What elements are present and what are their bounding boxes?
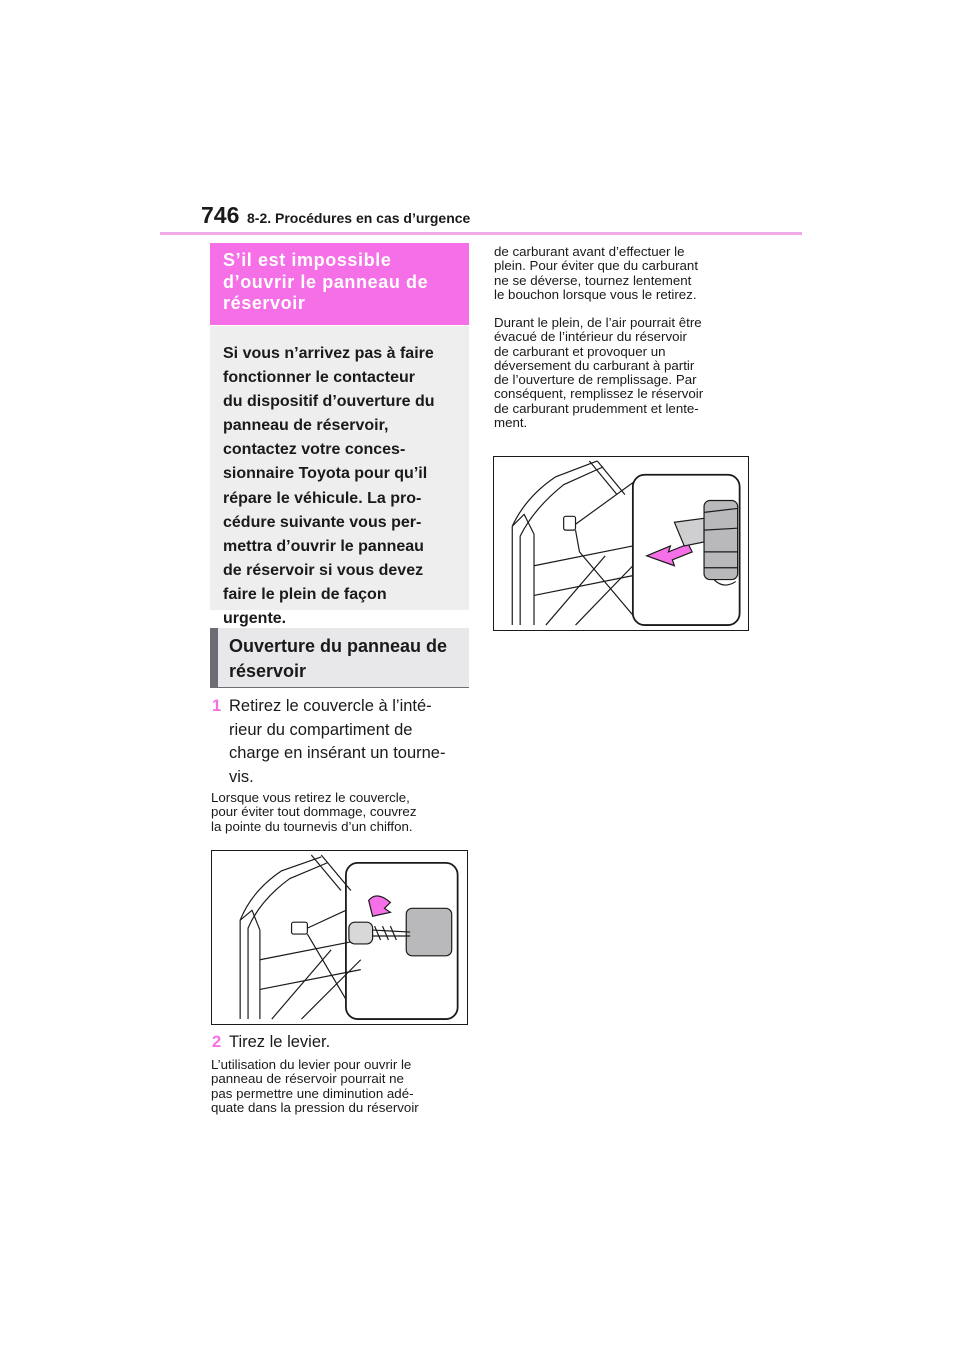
subheading-line: réservoir	[229, 661, 307, 681]
subheading-rule	[210, 687, 469, 688]
note-line: de carburant et provoquer un	[494, 343, 666, 359]
subheading-box	[210, 628, 469, 687]
lead-box	[210, 326, 469, 628]
note-line: pour éviter tout dommage, couvrez	[211, 804, 417, 820]
note-line: plein. Pour éviter que du carburant	[494, 258, 699, 274]
pink-heading-box	[210, 243, 469, 325]
pink-heading-line: d’ouvrir le panneau de	[223, 271, 429, 292]
note-line: panneau de réservoir pourrait ne	[211, 1071, 404, 1087]
lead-line: faire le plein de façon	[223, 585, 387, 603]
step-text: Tirez le levier.	[229, 1033, 331, 1051]
lead-line: répare le véhicule. La pro-	[223, 489, 422, 507]
note-line: évacué de l’intérieur du réservoir	[494, 329, 687, 345]
note-line: de carburant avant d’effectuer le	[494, 244, 685, 259]
lead-line: sionnaire Toyota pour qu’il	[223, 465, 428, 483]
note-3	[494, 316, 703, 430]
note-line: Lorsque vous retirez le couvercle,	[211, 790, 410, 805]
note-line: de carburant prudemment et lente-	[494, 400, 699, 416]
note-line: conséquent, remplissez le réservoir	[494, 386, 704, 402]
step-line: Retirez le couvercle à l’inté-	[229, 697, 432, 715]
figure-cover-removal	[211, 850, 468, 1025]
step-text	[212, 695, 474, 789]
note-1	[211, 791, 416, 834]
step-line: vis.	[229, 767, 254, 786]
note-line: le bouchon lorsque vous le retirez.	[494, 286, 697, 302]
step-number: 1	[212, 697, 222, 715]
step-number: 2	[212, 1033, 222, 1051]
lead-line: contactez votre conces-	[223, 441, 406, 459]
lead-line: panneau de réservoir,	[223, 417, 389, 435]
section-title: 8-2. Procédures en cas d’urgence	[247, 210, 471, 226]
pink-heading-line: réservoir	[223, 293, 306, 313]
lead-line: de réservoir si vous devez	[223, 561, 424, 579]
lead-paragraph	[223, 342, 457, 631]
step-line: rieur du compartiment de	[229, 720, 413, 739]
note-line: la pointe du tournevis d’un chiffon.	[211, 818, 413, 834]
header-rule	[160, 232, 802, 235]
step-line: charge en insérant un tourne-	[229, 744, 446, 762]
step-2	[212, 1031, 474, 1055]
note-line: Durant le plein, de l’air pourrait être	[494, 315, 702, 330]
lead-line: du dispositif d’ouverture du	[223, 393, 435, 411]
pink-heading-line: S’il est impossible	[223, 250, 392, 270]
note-line: ne se déverse, tournez lentement	[494, 272, 692, 288]
subheading-line: Ouverture du panneau de	[229, 636, 448, 656]
figure-pull-lever	[493, 456, 749, 631]
note-line: quate dans la pression du réservoir	[211, 1099, 419, 1115]
note-2	[211, 1058, 419, 1115]
lead-line: urgente.	[223, 610, 287, 628]
page-number: 746	[201, 202, 240, 228]
note-line: pas permettre une diminution adé-	[211, 1085, 414, 1101]
figure-pull-lever-illustration	[494, 457, 748, 630]
note-line: ment.	[494, 415, 528, 431]
subheading	[229, 634, 463, 684]
lead-line: fonctionner le contacteur	[223, 369, 416, 387]
pink-heading	[223, 250, 457, 315]
lead-line: cédure suivante vous per-	[223, 513, 422, 531]
lead-line: Si vous n’arrivez pas à faire	[223, 345, 434, 362]
step-1	[212, 695, 474, 789]
lead-line: mettra d’ouvrir le panneau	[223, 537, 424, 555]
figure-cover-removal-illustration	[212, 851, 467, 1024]
note-line: déversement du carburant à partir	[494, 357, 695, 373]
note-line: de l’ouverture de remplissage. Par	[494, 372, 697, 388]
note-line: L’utilisation du levier pour ouvrir le	[211, 1057, 412, 1072]
note-2-continued	[494, 245, 698, 302]
